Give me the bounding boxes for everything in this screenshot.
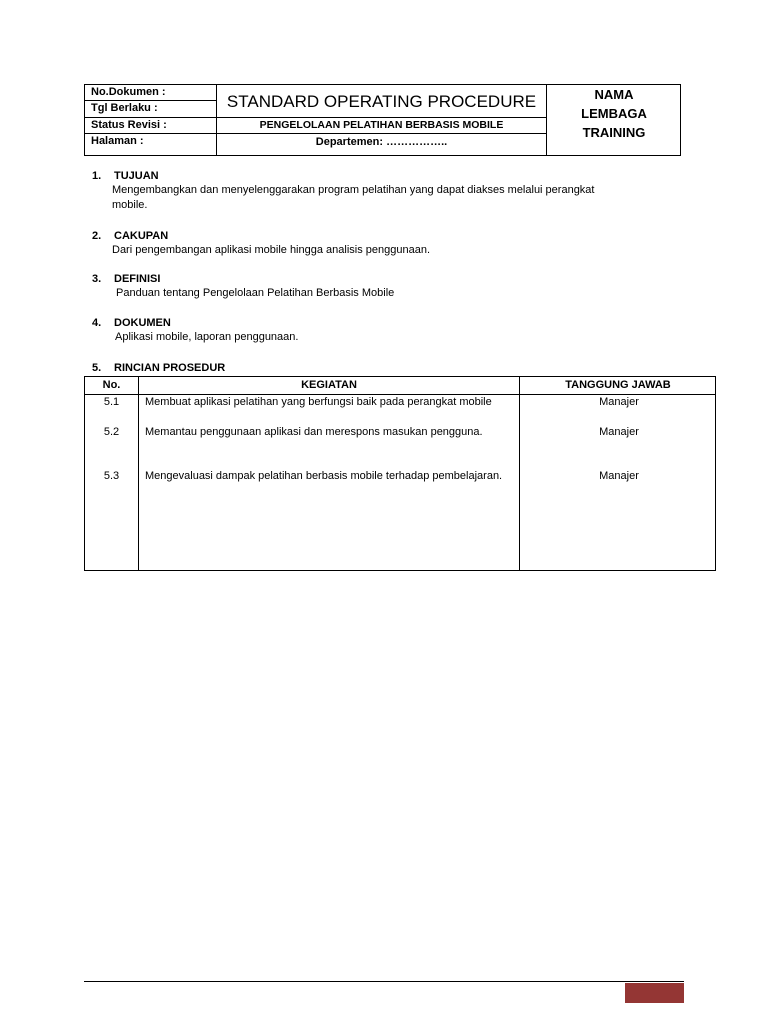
- row-activity: Mengevaluasi dampak pelatihan berbasis mobile terhadap pembelajaran.: [145, 470, 503, 482]
- field-halaman: Halaman :: [91, 135, 144, 147]
- section-body: Dari pengembangan aplikasi mobile hingga analisis penggunaan.: [112, 244, 431, 256]
- section-body: Panduan tentang Pengelolaan Pelatihan Berbasis Mobile: [116, 287, 395, 299]
- sop-header-table: [84, 84, 681, 156]
- section-number: 4.: [92, 317, 102, 329]
- organization-name: [547, 85, 681, 155]
- title-column: [217, 85, 547, 155]
- field-status-revisi: Status Revisi :: [85, 118, 216, 134]
- row-number: 5.2: [103, 426, 120, 438]
- department-field: Departemen: ……………..: [315, 136, 448, 148]
- section-tujuan: [92, 170, 632, 213]
- field-no-dokumen: No.Dokumen :: [85, 85, 216, 101]
- section-body: Aplikasi mobile, laporan penggunaan.: [115, 331, 299, 343]
- section-heading: CAKUPAN: [114, 230, 169, 242]
- section-cakupan: [92, 230, 430, 258]
- footer-accent-block: [625, 983, 684, 1003]
- section-number: 5.: [92, 362, 102, 374]
- footer-rule: [84, 981, 684, 982]
- section-heading: RINCIAN PROSEDUR: [114, 362, 226, 374]
- column-divider: [138, 377, 139, 570]
- section-heading: DOKUMEN: [114, 317, 171, 329]
- row-activity: Memantau penggunaan aplikasi dan merespons masukan pengguna.: [145, 426, 483, 438]
- row-responsible: Manajer: [599, 426, 639, 438]
- column-header-no: No.: [102, 379, 121, 391]
- procedure-table: [84, 376, 716, 571]
- section-rincian-prosedur: [92, 362, 225, 375]
- section-number: 3.: [92, 273, 102, 285]
- org-line-2: LEMBAGA: [581, 106, 647, 121]
- section-definisi: [92, 273, 394, 301]
- org-line-3: TRAINING: [582, 125, 646, 140]
- section-body: Mengembangkan dan menyelenggarakan program pelatihan yang dapat diakses melalui perangkat mobile.: [112, 184, 595, 211]
- document-subtitle: PENGELOLAAN PELATIHAN BERBASIS MOBILE: [217, 118, 546, 134]
- row-number: 5.3: [103, 470, 120, 482]
- section-heading: TUJUAN: [114, 170, 159, 182]
- section-dokumen: [92, 317, 298, 345]
- section-heading: DEFINISI: [114, 273, 161, 285]
- column-header-tanggung-jawab: TANGGUNG JAWAB: [565, 379, 671, 391]
- row-responsible: Manajer: [599, 396, 639, 408]
- section-number: 1.: [92, 170, 102, 182]
- column-header-kegiatan: KEGIATAN: [301, 379, 357, 391]
- field-tgl-berlaku: Tgl Berlaku :: [85, 101, 216, 118]
- document-info-column: [85, 85, 217, 155]
- section-number: 2.: [92, 230, 102, 242]
- row-responsible: Manajer: [599, 470, 639, 482]
- org-line-1: NAMA: [594, 87, 634, 102]
- row-activity: Membuat aplikasi pelatihan yang berfungsi baik pada perangkat mobile: [145, 396, 492, 408]
- row-number: 5.1: [103, 396, 120, 408]
- column-divider: [519, 377, 520, 570]
- document-title: STANDARD OPERATING PROCEDURE: [217, 85, 546, 118]
